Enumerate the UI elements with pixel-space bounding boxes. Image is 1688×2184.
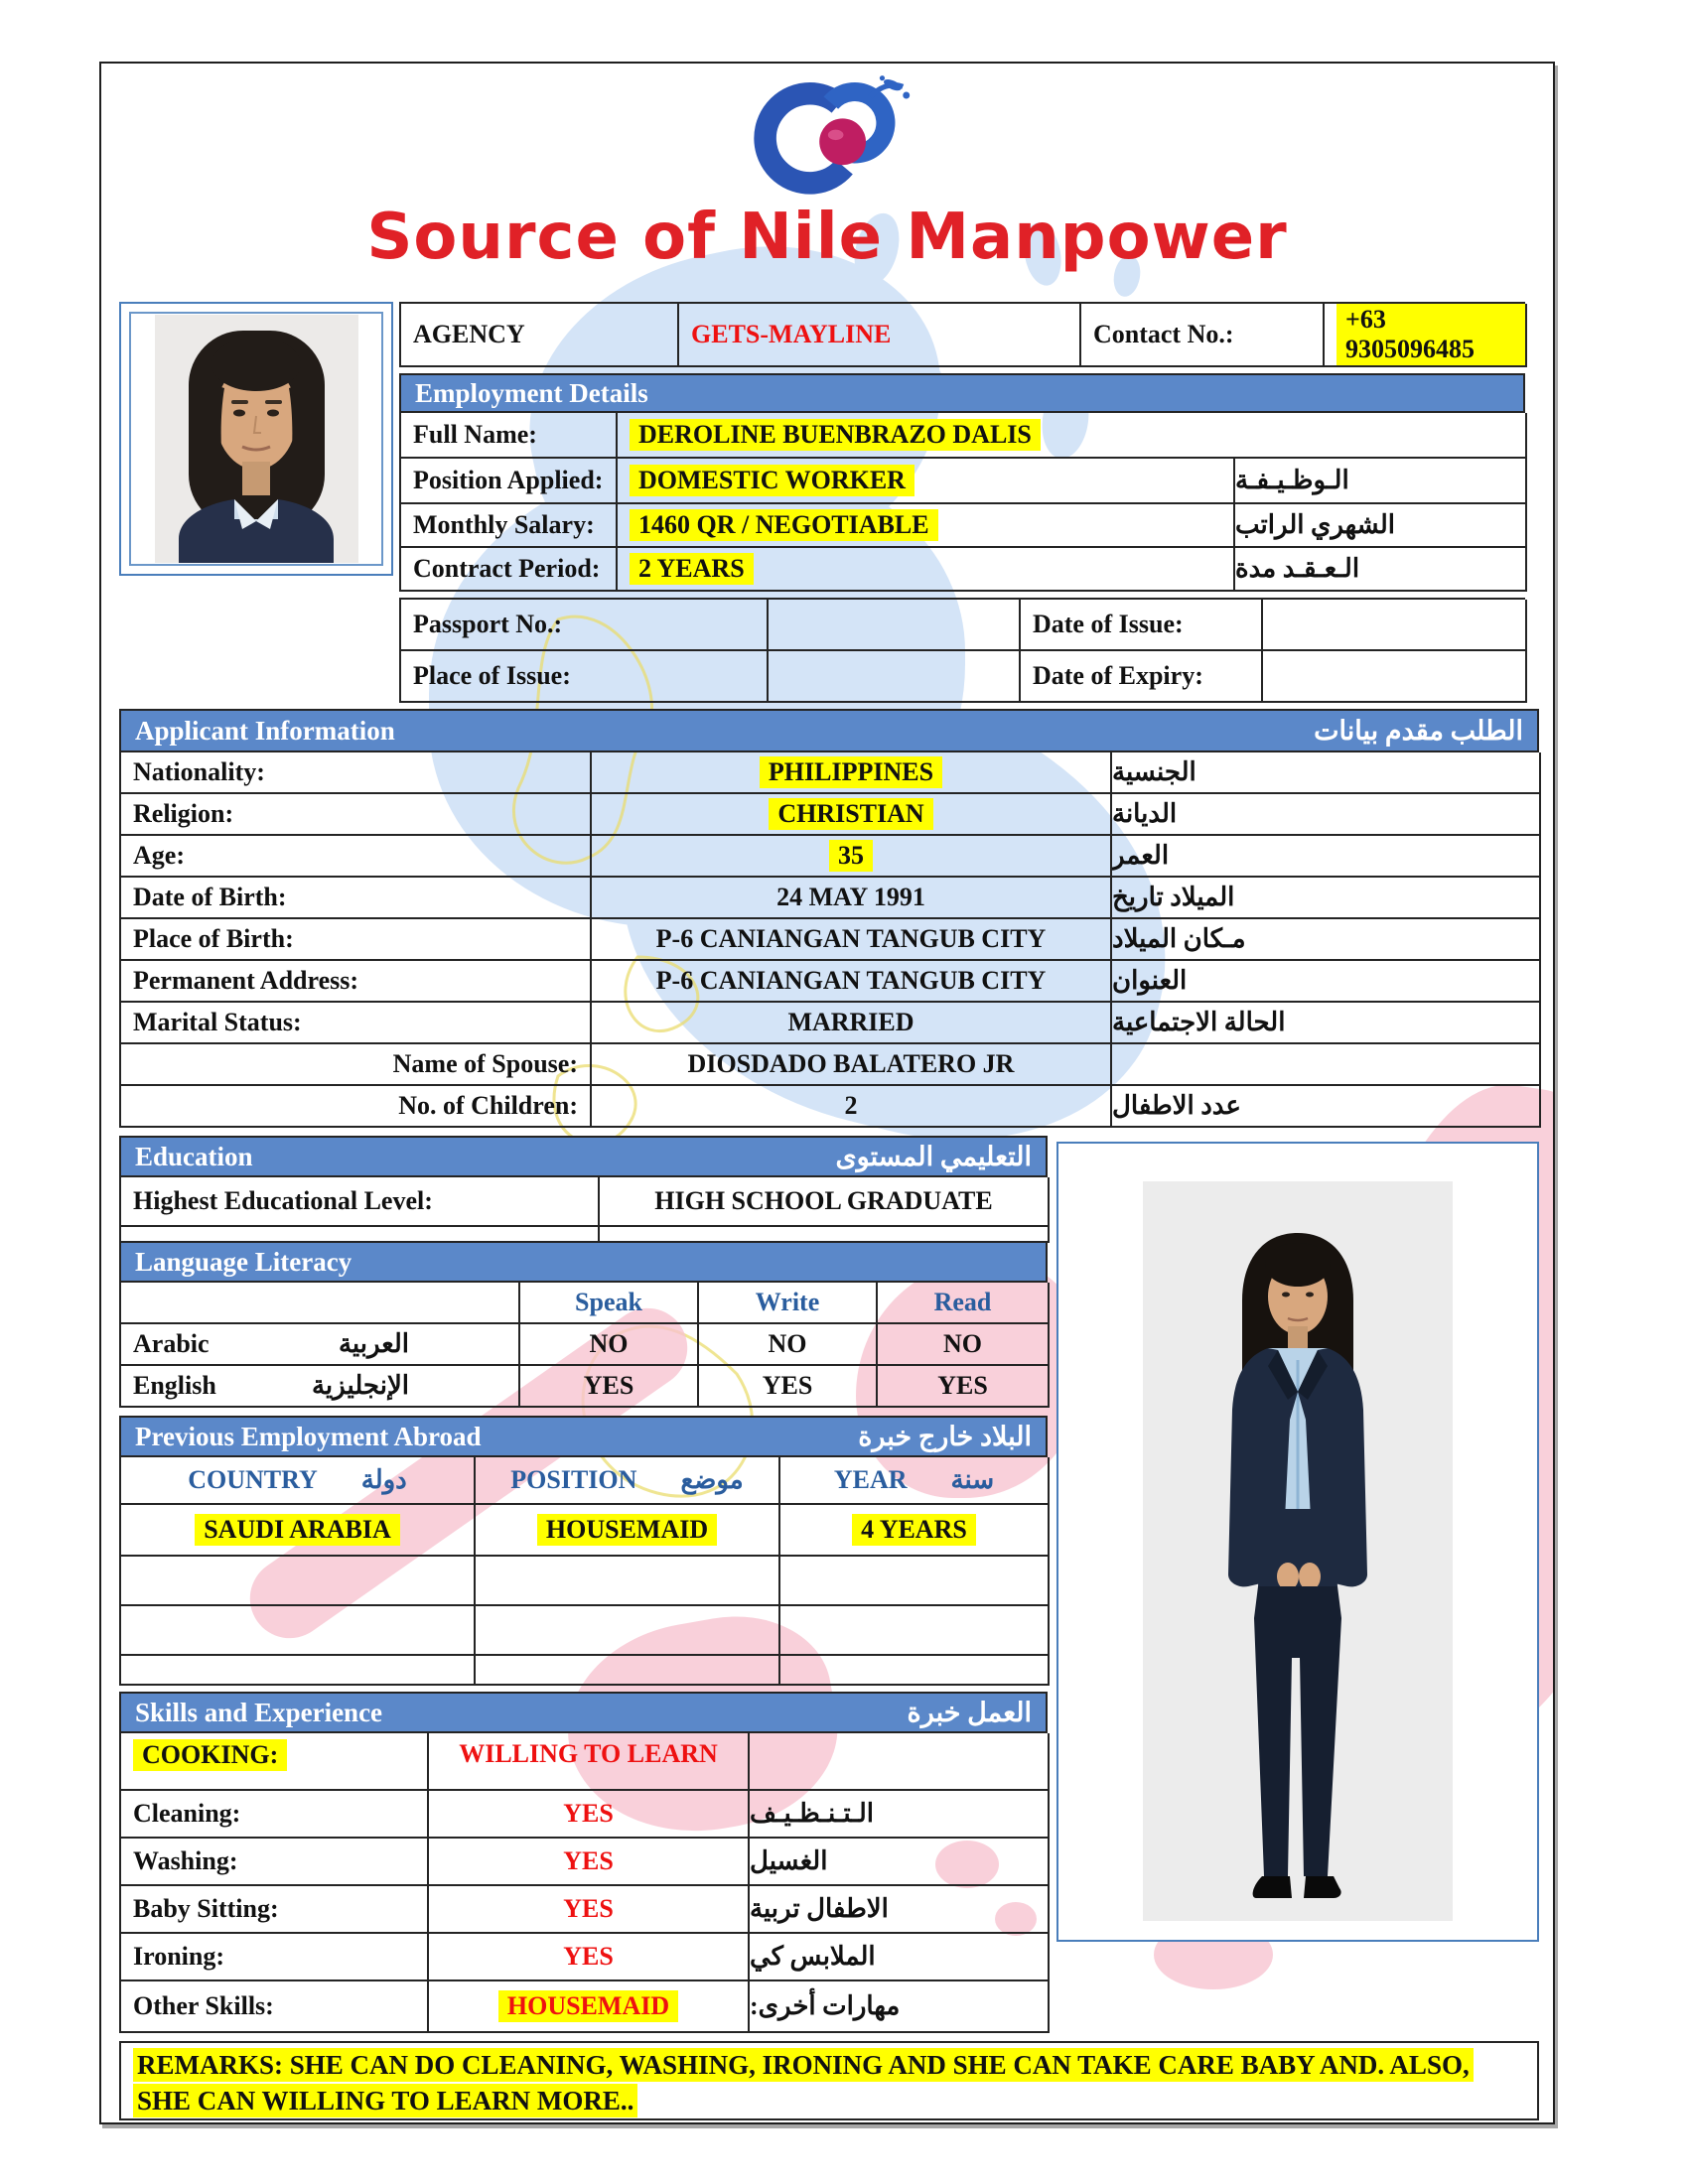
skill-label-arabic bbox=[750, 1733, 1050, 1791]
language-name-arabic: العربية bbox=[338, 1329, 409, 1358]
employment-country-cell bbox=[121, 1505, 476, 1557]
arabic-speak-value: NO bbox=[520, 1324, 699, 1366]
skill-label-cell bbox=[121, 1733, 429, 1791]
ironing-value: YES bbox=[429, 1934, 750, 1981]
row-value-cell bbox=[592, 836, 1112, 878]
agency-table bbox=[399, 302, 1525, 367]
skill-label-arabic: الـتـنـظـيـف bbox=[750, 1791, 1050, 1839]
education-level-label: Highest Educational Level: bbox=[121, 1177, 600, 1227]
english-write-value: YES bbox=[699, 1366, 878, 1408]
previous-employment-title-arabic: البلاد خارج خبرة bbox=[858, 1421, 1032, 1451]
position-cell bbox=[618, 459, 1235, 504]
applicant-section-title: Applicant Information bbox=[135, 715, 395, 746]
position-label: Position Applied: bbox=[401, 459, 618, 504]
education-section-title-arabic: التعليمي المستوى bbox=[835, 1141, 1032, 1171]
row-label-arabic bbox=[1112, 1044, 1541, 1086]
children-count-value: 2 bbox=[592, 1086, 1112, 1128]
salary-label-arabic: الشهري الراتب bbox=[1235, 504, 1527, 548]
previous-employment-table bbox=[119, 1455, 1048, 1686]
row-label: Age: bbox=[121, 836, 592, 878]
skills-section-title: Skills and Experience bbox=[135, 1697, 383, 1727]
employment-country-cell bbox=[121, 1606, 476, 1656]
country-header-arabic: دولة bbox=[360, 1465, 407, 1494]
education-table bbox=[119, 1175, 1048, 1243]
passport-no-value bbox=[769, 600, 1021, 651]
page-title: Source of Nile Manpower bbox=[366, 201, 1288, 274]
salary-value: 1460 QR / NEGOTIABLE bbox=[630, 509, 938, 541]
employment-position-cell bbox=[476, 1656, 780, 1686]
language-table bbox=[119, 1281, 1048, 1408]
employment-position-cell bbox=[476, 1557, 780, 1606]
arabic-read-value: NO bbox=[878, 1324, 1050, 1366]
skill-label-arabic: الغسيل bbox=[750, 1839, 1050, 1886]
full-name-value: DEROLINE BUENBRAZO DALIS bbox=[630, 419, 1041, 451]
row-label: Nationality: bbox=[121, 752, 592, 794]
skill-label-arabic: الاطفال تربية bbox=[750, 1886, 1050, 1934]
position-header-arabic: موضع bbox=[680, 1465, 744, 1494]
date-of-expiry-label: Date of Expiry: bbox=[1021, 651, 1263, 703]
language-corner-cell bbox=[121, 1283, 520, 1324]
agency-label: AGENCY bbox=[401, 304, 679, 367]
year-header-en: YEAR bbox=[833, 1465, 908, 1494]
country-column-header bbox=[121, 1457, 476, 1505]
other-skills-value: HOUSEMAID bbox=[498, 1990, 678, 2022]
employment-year-cell bbox=[780, 1656, 1050, 1686]
employment-position: HOUSEMAID bbox=[537, 1514, 717, 1546]
date-of-expiry-value bbox=[1263, 651, 1527, 703]
cooking-value: WILLING TO LEARN bbox=[429, 1733, 750, 1791]
ironing-label: Ironing: bbox=[121, 1934, 429, 1981]
education-section-title: Education bbox=[135, 1141, 253, 1171]
language-row-label bbox=[121, 1324, 520, 1366]
cooking-label: COOKING: bbox=[133, 1739, 287, 1771]
row-label: Name of Spouse: bbox=[121, 1044, 592, 1086]
remarks-box bbox=[119, 2041, 1539, 2120]
skills-section-title-arabic: العمل خبرة bbox=[907, 1697, 1032, 1727]
employment-position-cell bbox=[476, 1606, 780, 1656]
contract-cell bbox=[618, 548, 1235, 592]
position-header-en: POSITION bbox=[510, 1465, 637, 1494]
row-label: Religion: bbox=[121, 794, 592, 836]
employment-year-cell bbox=[780, 1557, 1050, 1606]
education-section-header bbox=[119, 1136, 1048, 1175]
place-of-issue-value bbox=[769, 651, 1021, 703]
employment-section-title: Employment Details bbox=[415, 377, 648, 408]
headshot-illustration bbox=[155, 315, 358, 563]
other-skills-label: Other Skills: bbox=[121, 1981, 429, 2033]
employment-year-cell bbox=[780, 1505, 1050, 1557]
applicant-section-title-arabic: الطلب مقدم بيانات bbox=[1314, 715, 1523, 746]
language-section-header bbox=[119, 1241, 1048, 1281]
birth-date-value: 24 MAY 1991 bbox=[592, 878, 1112, 919]
contract-label: Contract Period: bbox=[401, 548, 618, 592]
agency-name: GETS-MAYLINE bbox=[679, 304, 1081, 367]
employment-country-cell bbox=[121, 1557, 476, 1606]
remarks-text bbox=[133, 2047, 1525, 2118]
contact-label: Contact No.: bbox=[1081, 304, 1325, 367]
language-row-label bbox=[121, 1366, 520, 1408]
employment-country-cell bbox=[121, 1656, 476, 1686]
washing-label: Washing: bbox=[121, 1839, 429, 1886]
skills-table bbox=[119, 1731, 1048, 2033]
row-label-arabic: العنوان bbox=[1112, 961, 1541, 1003]
language-col-speak: Speak bbox=[520, 1283, 699, 1324]
arabic-write-value: NO bbox=[699, 1324, 878, 1366]
language-name-arabic: الإنجليزية bbox=[311, 1371, 409, 1400]
row-label-arabic: الديانة bbox=[1112, 794, 1541, 836]
cleaning-label: Cleaning: bbox=[121, 1791, 429, 1839]
salary-label: Monthly Salary: bbox=[401, 504, 618, 548]
language-name: Arabic bbox=[133, 1329, 210, 1358]
date-of-issue-value bbox=[1263, 600, 1527, 651]
previous-employment-title: Previous Employment Abroad bbox=[135, 1421, 482, 1451]
language-col-read: Read bbox=[878, 1283, 1050, 1324]
position-column-header bbox=[476, 1457, 780, 1505]
other-skills-cell bbox=[429, 1981, 750, 2033]
row-label: Permanent Address: bbox=[121, 961, 592, 1003]
employment-position-cell bbox=[476, 1505, 780, 1557]
employment-section-header bbox=[399, 373, 1525, 411]
applicant-headshot-photo bbox=[129, 312, 383, 566]
language-section-title: Language Literacy bbox=[135, 1246, 352, 1277]
document-page bbox=[99, 62, 1555, 2124]
previous-employment-section-header bbox=[119, 1416, 1048, 1455]
employment-year: 4 YEARS bbox=[852, 1514, 976, 1546]
remarks-value: REMARKS: SHE CAN DO CLEANING, WASHING, IRONING AND SHE CAN TAKE CARE BABY AND. ALSO, SHE CAN WILLING TO LEARN MORE.. bbox=[133, 2048, 1474, 2117]
row-label: Date of Birth: bbox=[121, 878, 592, 919]
language-name: English bbox=[133, 1371, 216, 1400]
nationality-value: PHILIPPINES bbox=[760, 756, 942, 788]
date-of-issue-label: Date of Issue: bbox=[1021, 600, 1263, 651]
address-value: P-6 CANIANGAN TANGUB CITY bbox=[592, 961, 1112, 1003]
applicant-section-header bbox=[119, 709, 1539, 751]
row-label: No. of Children: bbox=[121, 1086, 592, 1128]
employment-year-cell bbox=[780, 1606, 1050, 1656]
applicant-fullbody-photo bbox=[1143, 1181, 1453, 1921]
english-speak-value: YES bbox=[520, 1366, 699, 1408]
row-label-arabic: الميلاد تاريخ bbox=[1112, 878, 1541, 919]
baby-sitting-label: Baby Sitting: bbox=[121, 1886, 429, 1934]
row-label: Place of Birth: bbox=[121, 919, 592, 961]
birth-place-value: P-6 CANIANGAN TANGUB CITY bbox=[592, 919, 1112, 961]
passport-table bbox=[399, 598, 1525, 703]
place-of-issue-label: Place of Issue: bbox=[401, 651, 769, 703]
applicant-fullbody-photo-frame bbox=[1056, 1142, 1539, 1942]
row-label-arabic: العمر bbox=[1112, 836, 1541, 878]
employment-country: SAUDI ARABIA bbox=[195, 1514, 400, 1546]
skill-label-arabic: الملابس كي bbox=[750, 1934, 1050, 1981]
agency-logo bbox=[708, 69, 946, 199]
row-label: Marital Status: bbox=[121, 1003, 592, 1044]
applicant-table bbox=[119, 751, 1539, 1128]
header bbox=[101, 69, 1553, 204]
english-read-value: YES bbox=[878, 1366, 1050, 1408]
row-label-arabic: الجنسية bbox=[1112, 752, 1541, 794]
cleaning-value: YES bbox=[429, 1791, 750, 1839]
row-value-cell bbox=[592, 794, 1112, 836]
contract-label-arabic: الـعـقـد مدة bbox=[1235, 548, 1527, 592]
baby-sitting-value: YES bbox=[429, 1886, 750, 1934]
skills-section-header bbox=[119, 1692, 1048, 1731]
employment-table bbox=[399, 411, 1525, 592]
education-level-value: HIGH SCHOOL GRADUATE bbox=[600, 1177, 1050, 1227]
contact-number: +63 9305096485 bbox=[1336, 304, 1525, 365]
year-column-header bbox=[780, 1457, 1050, 1505]
full-name-cell bbox=[618, 413, 1527, 459]
position-value: DOMESTIC WORKER bbox=[630, 465, 914, 496]
age-value: 35 bbox=[829, 840, 873, 872]
row-label-arabic: عدد الاطفال bbox=[1112, 1086, 1541, 1128]
position-label-arabic: الـوظـيـفـة bbox=[1235, 459, 1527, 504]
marital-status-value: MARRIED bbox=[592, 1003, 1112, 1044]
row-label-arabic: الحالة الاجتماعية bbox=[1112, 1003, 1541, 1044]
year-header-arabic: سنة bbox=[950, 1465, 995, 1494]
applicant-headshot-frame bbox=[119, 302, 393, 576]
row-value-cell bbox=[592, 752, 1112, 794]
contract-value: 2 YEARS bbox=[630, 553, 754, 585]
full-name-label: Full Name: bbox=[401, 413, 618, 459]
washing-value: YES bbox=[429, 1839, 750, 1886]
religion-value: CHRISTIAN bbox=[769, 798, 932, 830]
passport-no-label: Passport No.: bbox=[401, 600, 769, 651]
row-label-arabic: مـكان الميلاد bbox=[1112, 919, 1541, 961]
salary-cell bbox=[618, 504, 1235, 548]
contact-number-cell bbox=[1325, 304, 1527, 367]
skill-label-arabic: مهارات أخرى: bbox=[750, 1981, 1050, 2033]
country-header-en: COUNTRY bbox=[188, 1465, 318, 1494]
language-col-write: Write bbox=[699, 1283, 878, 1324]
spouse-name-value: DIOSDADO BALATERO JR bbox=[592, 1044, 1112, 1086]
